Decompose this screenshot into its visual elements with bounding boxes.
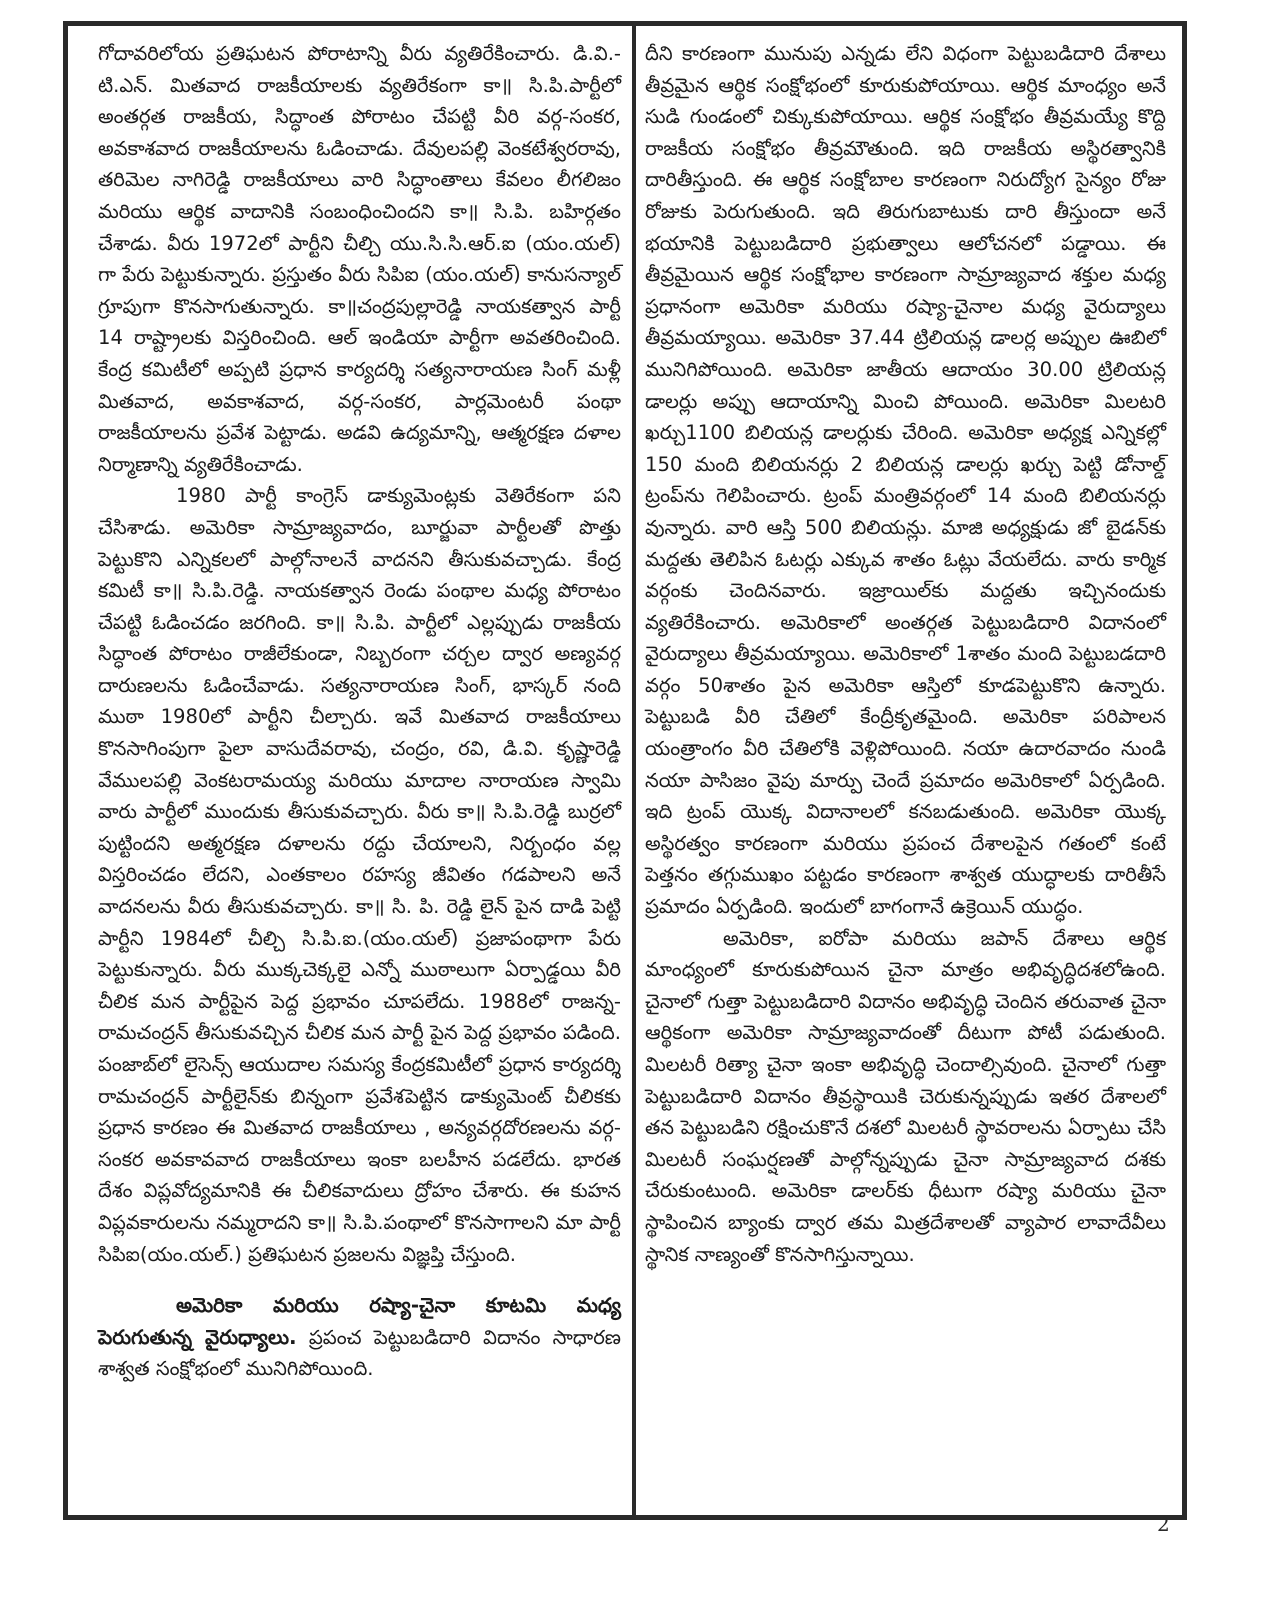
left-paragraph-1: గోదావరిలోయ ప్రతిఘటన పోరాటాన్ని వీరు వ్యతిరేకించారు. డి.వి.-టి.ఎన్. మితవాద రాజకీయాలకు వ్యతిరేకంగా కా॥ సి.పి.పార్టీలో అంతర్గత రాజకీయ, సిద్ధాంత పోరాటం చేపట్టి వీరి వర్గ-సంకర, అవకాశవాద రాజకీయాలను ఓడించాడు. దేవులపల్లి వెంకటేశ్వరరావు, తరిమెల నాగిరెడ్డి రాజకీయాలు వారి సిద్ధాంతాలు కేవలం లీగలిజం మరియు ఆర్థిక వాదానికి సంబంధించిందని కా॥ సి.పి. బహిర్గతం చేశాడు. వీరు 1972లో పార్టీని చీల్చి యు.సి.సి.ఆర్.ఐ (యం.యల్) గా పేరు పెట్టుకున్నారు. ప్రస్తుతం వీరు సిపిఐ (యం.యల్) కానుసన్యాల్ గ్రూపుగా కొనసాగుతున్నారు. కా॥చంద్రపుల్లారెడ్డి నాయకత్వాన పార్టీ 14 రాష్ట్రాలకు విస్తరించింది. ఆల్ ఇండియా పార్టీగా అవతరించింది. కేంద్ర కమిటీలో అప్పటి ప్రధాన కార్యదర్శి సత్యనారాయణ సింగ్ మళ్లీ మితవాద, అవకాశవాద, వర్గ-సంకర, పార్లమెంటరీ పంథా రాజకీయాలను ప్రవేశ పెట్టాడు. అడవి ఉద్యమాన్ని, ఆత్మరక్షణ దళాల నిర్మాణాన్ని వ్యతిరేకించాడు. <box>98 42 621 476</box>
right-paragraph-1: దీని కారణంగా మునుపు ఎన్నడు లేని విధంగా పెట్టుబడిదారి దేశాలు తీవ్రమైన ఆర్థిక సంక్షోభంలో కూరుకుపోయాయి. ఆర్థిక మాంధ్యం అనే సుడి గుండంలో చిక్కుకుపోయాయి. ఆర్థిక సంక్షోభం తీవ్రమయ్యే కొద్ది రాజకీయ సంక్షోభం తీవ్రమౌతుంది. ఇది రాజకీయ అస్థిరత్వానికి దారితీస్తుంది. ఈ ఆర్థిక సంక్షోబాల కారణంగా నిరుద్యోగ సైన్యం రోజు రోజుకు పెరుగుతుంది. ఇది తిరుగుబాటుకు దారి తీస్తుందా అనే భయానికి పెట్టుబడిదారి ప్రభుత్వాలు ఆలోచనలో పడ్డాయి. ఈ తీవ్రమైయిన ఆర్థిక సంక్షోభాల కారణంగా సామ్రాజ్యవాద శక్తుల మధ్య ప్రధానంగా అమెరికా మరియు రష్యా-చైనాల మధ్య వైరుద్యాలు తీవ్రమయ్యాయి. అమెరికా 37.44 ట్రిలియన్ల డాలర్ల అప్పుల ఊబిలో మునిగిపోయింది. అమెరికా జాతీయ ఆదాయం 30.00 ట్రిలియన్ల డాలర్లు అప్పు ఆదాయాన్ని మించి పోయింది. అమెరికా మిలటరి ఖర్చు1100 బిలియన్ల డాలర్లుకు చేరింది. అమెరికా అధ్యక్ష ఎన్నికల్లో 150 మంది బిలియనర్లు 2 బిలియన్ల డాలర్లు ఖర్చు పెట్టి డోనాల్డ్ ట్రంప్‌ను గెలిపించారు. ట్రంప్ మంత్రివర్గంలో 14 మంది బిలియనర్లు వున్నారు. వారి ఆస్తి 500 బిలియన్లు. మాజి అధ్యక్షుడు జో బైడన్‌కు మద్దతు తెలిపిన ఓటర్లు ఎక్కువ శాతం ఓట్లు వేయలేదు. వారు కార్మిక వర్గంకు చెందినవారు. ఇజ్రాయిల్‌కు మద్దతు ఇచ్చినందుకు వ్యతిరేకించారు. అమెరికాలో అంతర్గత పెట్టుబడిదారి విదానంలో వైరుద్యాలు తీవ్రమయ్యాయి. అమెరికాలో 1శాతం మంది పెట్టుబడదారి వర్గం 50శాతం పైన అమెరికా ఆస్తిలో కూడపెట్టుకొని ఉన్నారు. పెట్టుబడి వీరి చేతిలో కేంద్రీకృతమైంది. అమెరికా పరిపాలన యంత్రాంగం వీరి చేతిలోకి వెళ్లిపోయింది. నయా ఉదారవాదం నుండి నయా పాసిజం వైపు మార్పు చెందే ప్రమాదం అమెరికాలో ఏర్పడింది. ఇది ట్రంప్ యొక్క విదానాలలో కనబడుతుంది. అమెరికా యొక్క అస్థిరత్వం కారణంగా మరియు ప్రపంచ దేశాలపైన గతంలో కంటే పెత్తనం తగ్గుముఖం పట్టడం కారణంగా శాశ్వత యుద్ధాలకు దారితీసే ప్రమాదం ఏర్పడింది. ఇందులో బాగంగానే ఉక్రెయిన్ యుద్ధం. <box>645 42 1166 919</box>
section-body: ప్రపంచ పెట్టుబడిదారి విదానం సాధారణ శాశ్వత సంక్షోభంలో మునిగిపోయింది. <box>98 1325 621 1381</box>
section-heading: అమెరికా మరియు రష్యా-చైనా కూటమి మధ్య పెరుగుతున్న వైరుధ్యాలు. <box>98 1293 621 1349</box>
section-paragraph <box>98 1290 621 1385</box>
page-frame <box>63 21 1187 1520</box>
page-number: 2 <box>1157 1512 1170 1536</box>
left-column <box>98 38 621 1505</box>
right-paragraph-2: అమెరికా, ఐరోపా మరియు జపాన్ దేశాలు ఆర్థిక మాంధ్యంలో కూరుకుపోయిన చైనా మాత్రం అభివృద్ధిదశలోఉంది. చైనాలో గుత్తా పెట్టుబడిదారి విదానం అభివృద్ధి చెందిన తరువాత చైనా ఆర్థికంగా అమెరికా సామ్రాజ్యవాదంతో దీటుగా పోటీ పడుతుంది. మిలటరీ రిత్యా చైనా ఇంకా అభివృద్ధి చెందాల్సివుంది. చైనాలో గుత్తా పెట్టుబడిదారి విదానం తీవ్రస్థాయికి చెరుకున్నప్పుడు ఇతర దేశాలలో తన పెట్టుబడిని రక్షించుకొనే దశలో మిలటరీ స్థావరాలను ఏర్పాటు చేసి మిలటరీ సంఘర్షణతో పాల్గోన్నప్పుడు చైనా సామ్రాజ్యవాద దశకు చేరుకుంటుంది. అమెరికా డాలర్‌కు ధీటుగా రష్యా మరియు చైనా స్థాపించిన బ్యాంకు ద్వార తమ మిత్రదేశాలతో వ్యాపార లావాదేవీలు స్థానిక నాణ్యంతో కొనసాగిస్తున్నాయి. <box>645 926 1166 1266</box>
column-divider <box>632 26 636 1515</box>
left-paragraph-2: 1980 పార్టీ కాంగ్రెస్ డాక్యుమెంట్లకు వెతిరేకంగా పని చేసిశాడు. అమెరికా సామ్రాజ్యవాదం, బూర్జువా పార్టీలతో పొత్తు పెట్టుకొని ఎన్నికలలో పాల్గోనాలనే వాదనని తీసుకువచ్చాడు. కేంద్ర కమిటీ కా॥ సి.పి.రెడ్డి. నాయకత్వాన రెండు పంథాల మధ్య పోరాటం చేపట్టి ఓడించడం జరగింది. కా॥ సి.పి. పార్టీలో ఎల్లప్పుడు రాజకీయ సిద్ధాంత పోరాటం రాజీలేకుండా, నిబ్బరంగా చర్చల ద్వార అణ్యవర్గ దారుణలను ఓడించేవాడు. సత్యనారాయణ సింగ్, భాస్కర్ నంది ముఠా 1980లో పార్టీని చీల్చారు. ఇవే మితవాద రాజకీయాలు కొనసాగింపుగా పైలా వాసుదేవరావు, చంద్రం, రవి, డి.వి. కృష్ణారెడ్డి వేములపల్లి వెంకటరామయ్య మరియు మాదాల నారాయణ స్వామి వారు పార్టీలో ముందుకు తీసుకువచ్చారు. వీరు కా॥ సి.పి.రెడ్డి బుర్రలో పుట్టిందని అత్మరక్షణ దళాలను రద్దు చేయాలని, నిర్బంధం వల్ల విస్తరించడం లేదని, ఎంతకాలం రహస్య జీవితం గడపాలని అనే వాదనలను వీరు తీసుకువచ్చారు. కా॥ సి. పి. రెడ్డి లైన్ పైన దాడి పెట్టి పార్టీని 1984లో చీల్చి సి.పి.ఐ.(యం.యల్) ప్రజాపంథాగా పేరు పెట్టుకున్నారు. వీరు ముక్కచెక్కలై ఎన్నో ముఠాలుగా ఏర్పాడ్డయి వీరి చీలిక మన పార్టీపైన పెద్ద ప్రభావం చూపలేదు. 1988లో రాజన్న-రామచంద్రన్ తీసుకువచ్చిన చీలిక మన పార్టీ పైన పెద్ద ప్రభావం పడింది. పంజాబ్‌లో లైసెన్స్ ఆయుదాల సమస్య కేంద్రకమిటీలో ప్రధాన కార్యదర్శి రామచంద్రన్ పార్టీలైన్‌కు బిన్నంగా ప్రవేశపెట్టిన డాక్యుమెంట్ చీలికకు ప్రధాన కారణం ఈ మితవాద రాజకీయాలు , అన్యవర్గదోరణలను వర్గ-సంకర అవకావవాద రాజకీయాలు ఇంకా బలహీన పడలేదు. భారత దేశం విప్లవోద్యమానికి ఈ చీలికవాదులు ద్రోహం చేశారు. ఈ కుహన విప్లవకారులను నమ్మరాదని కా॥ సి.పి.పంథాలో కొనసాగాలని మా పార్టీ సిపిఐ(యం.యల్.) ప్రతిఘటన ప్రజలను విజ్ఞప్తి చేస్తుంది. <box>98 484 621 1266</box>
right-column <box>645 38 1166 1505</box>
